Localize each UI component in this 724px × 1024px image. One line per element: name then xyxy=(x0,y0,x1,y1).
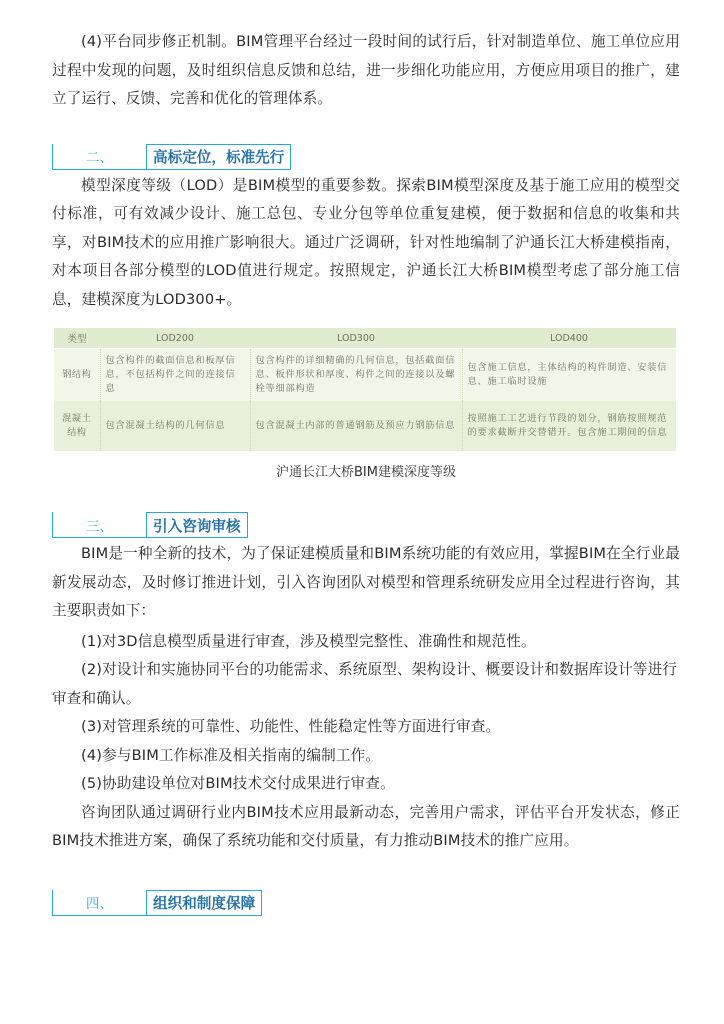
section-number: 二、 xyxy=(52,144,146,170)
table-cell-type: 混凝土结构 xyxy=(54,401,100,451)
table-row xyxy=(54,401,676,451)
table-cell-lod400: 按照施工工艺进行节段的划分，钢筋按照规范的要求截断并交替错开。包含施工期间的信息 xyxy=(462,401,676,451)
lod-table-header-row xyxy=(54,328,676,349)
closing-paragraph: 咨询团队通过调研行业内BIM技术应用最新动态，完善用户需求，评估平台开发状态，修正BIM技术推进方案，确保了系统功能和交付质量，有力推动BIM技术的推广应用。 xyxy=(52,803,680,849)
table-cell-lod300: 包含混凝土内部的普通钢筋及预应力钢筋信息 xyxy=(250,401,462,451)
table-header-lod200: LOD200 xyxy=(100,328,250,349)
table-header-lod400: LOD400 xyxy=(462,328,676,349)
section-title: 引入咨询审核 xyxy=(146,512,248,538)
section-heading-4 xyxy=(52,890,680,916)
table-cell-lod400: 包含施工信息，主体结构的构件制造、安装信息、施工临时设施 xyxy=(462,349,676,402)
table-row xyxy=(54,349,676,402)
section-number: 四、 xyxy=(52,890,146,916)
list-item: (1)对3D信息模型质量进行审查，涉及模型完整性、准确性和规范性。 xyxy=(81,632,536,650)
table-cell-lod200: 包含混凝土结构的几何信息 xyxy=(100,401,250,451)
table-cell-lod200: 包含构件的截面信息和板厚信息，不包括构件之间的连接信息 xyxy=(100,349,250,402)
section-heading-3 xyxy=(52,512,680,538)
section-title: 高标定位，标准先行 xyxy=(146,144,291,170)
table-header-lod300: LOD300 xyxy=(250,328,462,349)
lod-table xyxy=(54,328,676,451)
table-caption: 沪通长江大桥BIM建模深度等级 xyxy=(276,465,456,480)
table-header-type: 类型 xyxy=(54,328,100,349)
section-heading-2 xyxy=(52,144,680,170)
list-item: (2)对设计和实施协同平台的功能需求、系统原型、架构设计、概要设计和数据库设计等进行审查和确认。 xyxy=(52,661,678,707)
list-item: (5)协助建设单位对BIM技术交付成果进行审查。 xyxy=(81,775,395,792)
list-item: (4)参与BIM工作标准及相关指南的编制工作。 xyxy=(81,746,381,764)
section-paragraph: BIM是一种全新的技术，为了保证建模质量和BIM系统功能的有效应用，掌握BIM在全行业最新发展动态，及时修订推进计划，引入咨询团队对模型和管理系统研发应用全过程进行咨询，其主要职责如下： xyxy=(52,545,680,619)
document-page xyxy=(52,28,680,916)
section-title: 组织和制度保障 xyxy=(146,890,262,916)
list-item: (3)对管理系统的可靠性、功能性、性能稳定性等方面进行审查。 xyxy=(81,718,501,735)
intro-paragraph: (4)平台同步修正机制。BIM管理平台经过一段时间的试行后，针对制造单位、施工单位应用过程中发现的问题，及时组织信息反馈和总结，进一步细化功能应用，方便应用项目的推广，建立了运行、反馈、完善和优化的管理体系。 xyxy=(52,33,680,107)
table-cell-lod300: 包含构件的详细精确的几何信息，包括截面信息、板件形状和厚度、构件之间的连接以及螺栓等细部构造 xyxy=(250,349,462,402)
section-paragraph: 模型深度等级（LOD）是BIM模型的重要参数。探索BIM模型深度及基于施工应用的模型交付标准，可有效减少设计、施工总包、专业分包等单位重复建模，便于数据和信息的收集和共享，对BIM技术的应用推广影响很大。通过广泛调研，针对性地编制了沪通长江大桥建模指南，对本项目各部分模型的LOD值进行规定。按照规定，沪通长江大桥BIM模型考虑了部分施工信息，建模深度为LOD300+。 xyxy=(52,176,680,308)
section-number: 三、 xyxy=(52,512,146,538)
table-cell-type: 钢结构 xyxy=(54,349,100,402)
